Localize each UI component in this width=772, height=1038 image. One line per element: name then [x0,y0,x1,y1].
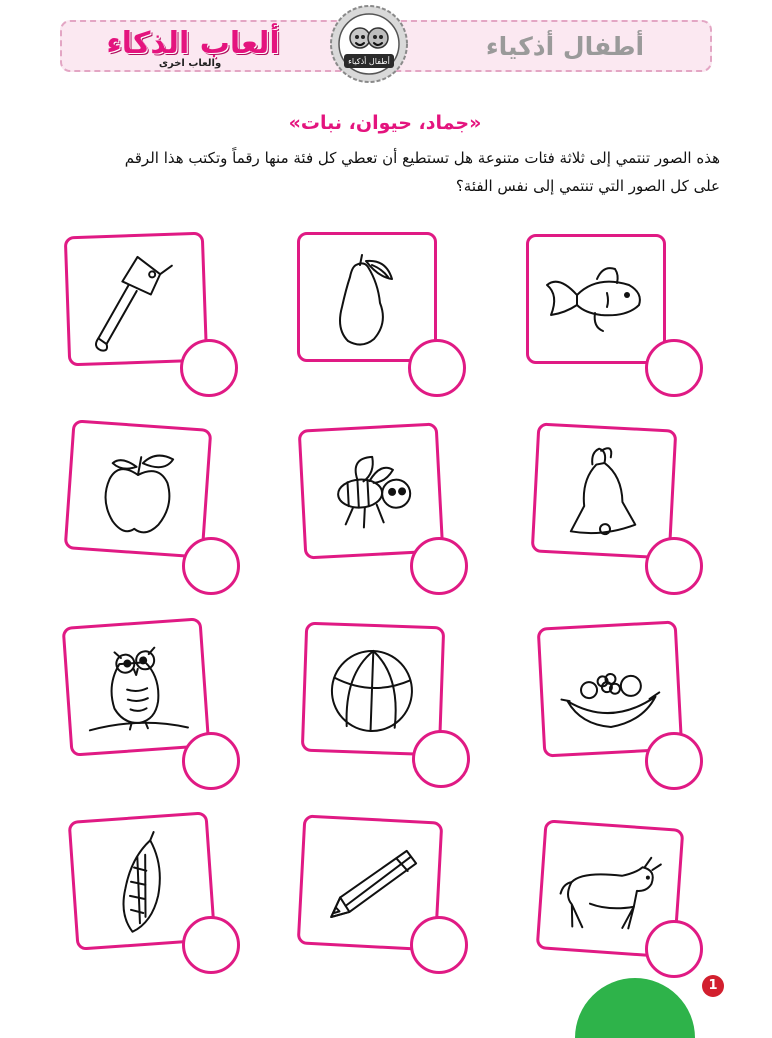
answer-circle-7[interactable] [182,732,240,790]
answer-circle-10[interactable] [182,916,240,974]
owl-icon [73,629,198,747]
card-pear [297,232,437,362]
corner-decoration [575,978,695,1038]
card-bell [531,422,678,559]
beach-ball-icon [312,633,434,747]
instructions [30,144,720,204]
answer-circle-5[interactable] [410,537,468,595]
answer-circle-11[interactable] [410,916,468,974]
answer-circle-9[interactable] [645,732,703,790]
seal-text: أطفال أذكياء [348,57,390,66]
page-number-badge: 1 [702,975,724,997]
instruction-line-1: هذه الصور تنتمي إلى ثلاثة فئات متنوعة هل تستطيع أن تعطي كل فئة منها رقماً وتكتب هذا الرقم [124,149,720,167]
answer-circle-2[interactable] [408,339,466,397]
answer-circle-12[interactable] [645,920,703,978]
answer-circle-8[interactable] [412,730,470,788]
card-fish [526,234,666,364]
cleaver-icon [75,243,197,357]
fish-icon [537,245,655,355]
seal-logo-icon [322,4,416,90]
pencil-icon [308,826,432,942]
brand-title: ألعاب الذكاء [106,26,280,61]
bell-icon [542,434,666,550]
exercise-title: «جماد، حيوان، نبات» [288,112,482,134]
series-title: أطفال أذكياء [485,32,645,61]
apple-icon [75,431,200,549]
card-owl [62,617,211,756]
brand-subtitle: والعاب اخرى [158,58,222,69]
card-bee [298,422,445,559]
corn-icon [79,823,204,941]
answer-circle-6[interactable] [645,537,703,595]
answer-circle-4[interactable] [182,537,240,595]
instruction-line-2: على كل الصور التي تنتمي إلى نفس الفئة؟ [455,177,720,195]
card-cleaver [64,232,208,367]
card-apple [64,419,213,558]
answer-circle-3[interactable] [645,339,703,397]
bee-icon [309,434,433,550]
fruit-bowl-icon [548,632,672,748]
answer-circle-1[interactable] [180,339,238,397]
pear-icon [308,243,426,353]
